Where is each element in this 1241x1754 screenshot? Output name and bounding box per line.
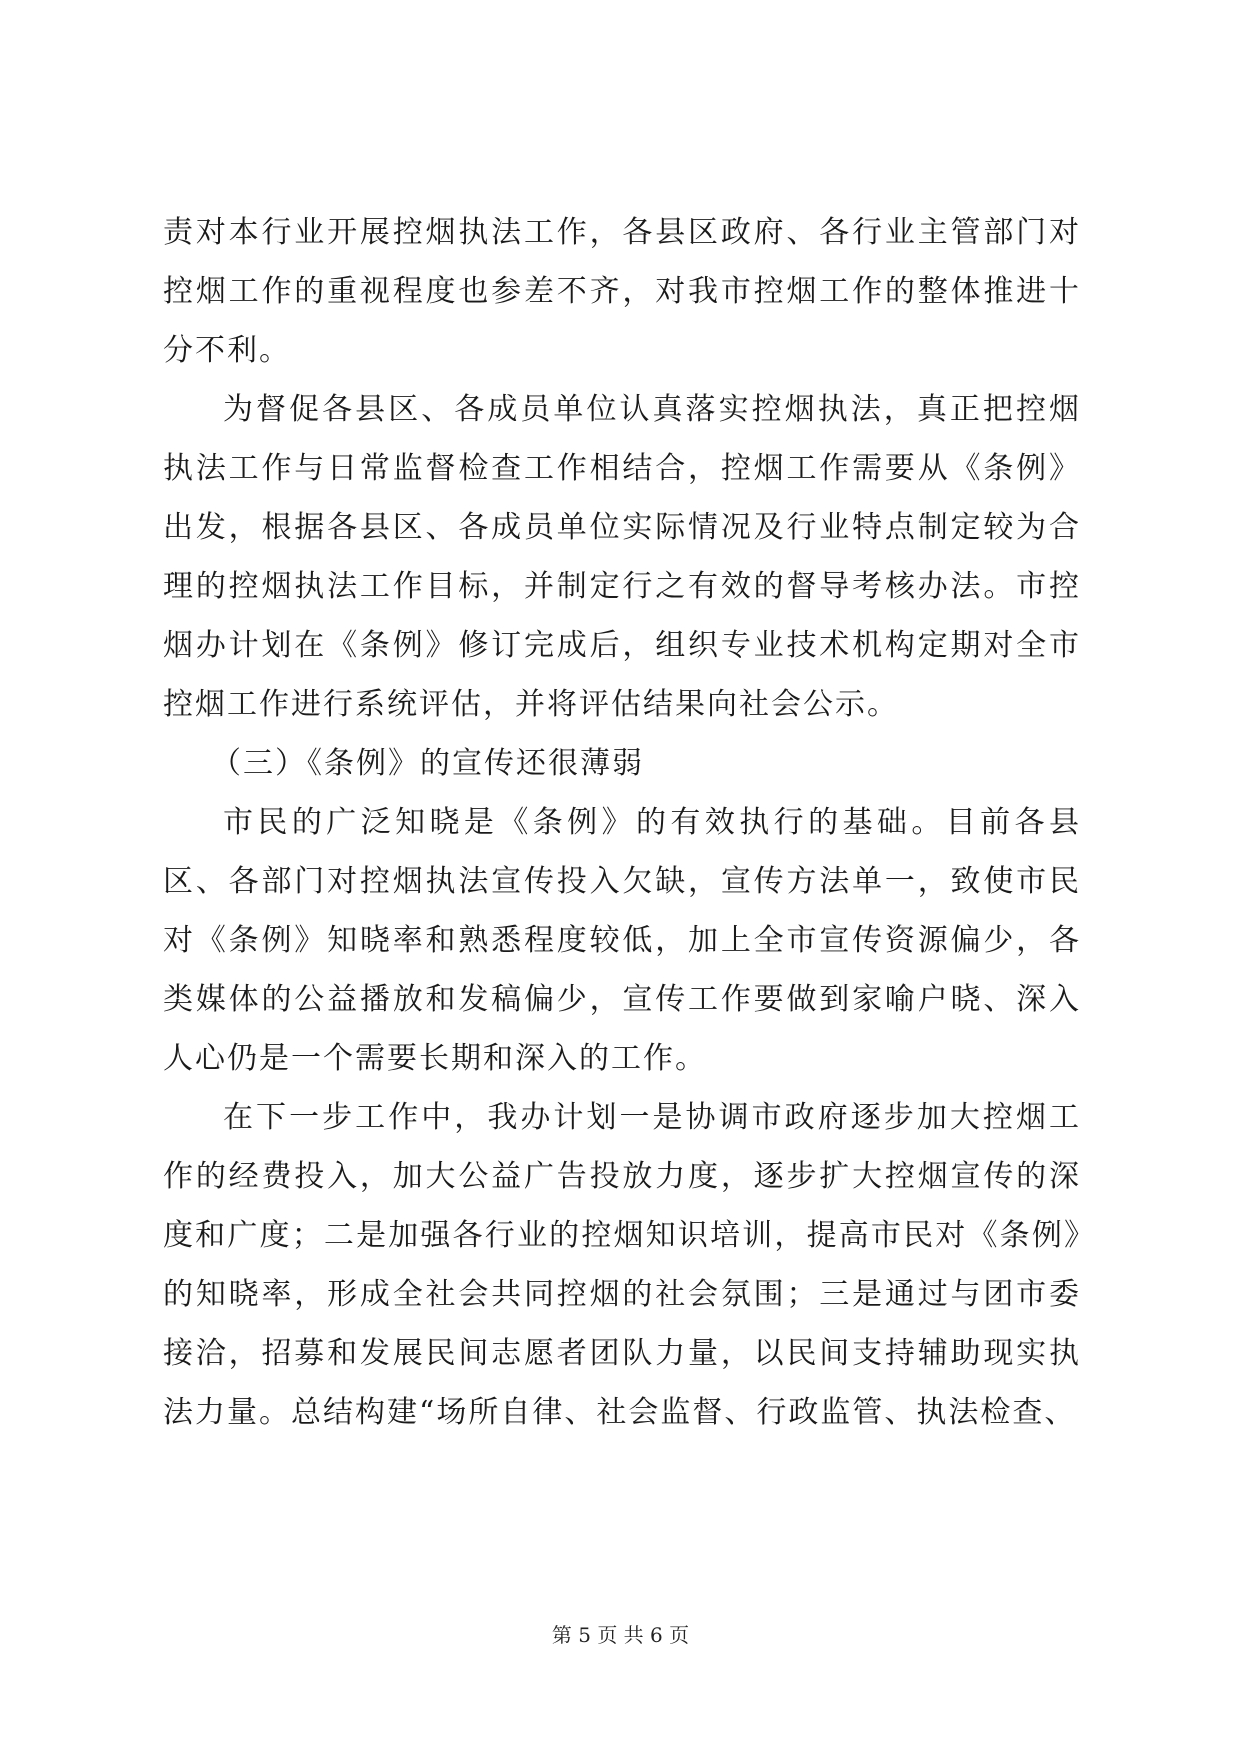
paragraph-next-steps: 在下一步工作中，我办计划一是协调市政府逐步加大控烟工作的经费投入，加大公益广告投放力度，逐步扩大控烟宣传的深度和广度；二是加强各行业的控烟知识培训，提高市民对《条例》的知晓率，形成全社会共同控烟的社会氛围；三是通过与团市委接洽，招募和发展民间志愿者团队力量，以民间支持辅助现实执法力量。总结构建“场所自律、社会监督、行政监管、执法检查、 (163, 1100, 1081, 1430)
section-heading: （三）《条例》的宣传还很薄弱 (211, 746, 644, 781)
document-body (163, 203, 1081, 1442)
paragraph-continuation: 责对本行业开展控烟执法工作，各县区政府、各行业主管部门对控烟工作的重视程度也参差不齐，对我市控烟工作的整体推进十分不利。 (163, 215, 1081, 368)
page-footer: 第 5 页 共 6 页 (551, 1623, 690, 1647)
paragraph-supervision: 为督促各县区、各成员单位认真落实控烟执法，真正把控烟执法工作与日常监督检查工作相结合，控烟工作需要从《条例》出发，根据各县区、各成员单位实际情况及行业特点制定较为合理的控烟执法工作目标，并制定行之有效的督导考核办法。市控烟办计划在《条例》修订完成后，组织专业技术机构定期对全市控烟工作进行系统评估，并将评估结果向社会公示。 (163, 392, 1081, 722)
paragraph-publicity: 市民的广泛知晓是《条例》的有效执行的基础。目前各县区、各部门对控烟执法宣传投入欠缺，宣传方法单一，致使市民对《条例》知晓率和熟悉程度较低，加上全市宣传资源偏少，各类媒体的公益播放和发稿偏少，宣传工作要做到家喻户晓、深入人心仍是一个需要长期和深入的工作。 (163, 805, 1081, 1076)
